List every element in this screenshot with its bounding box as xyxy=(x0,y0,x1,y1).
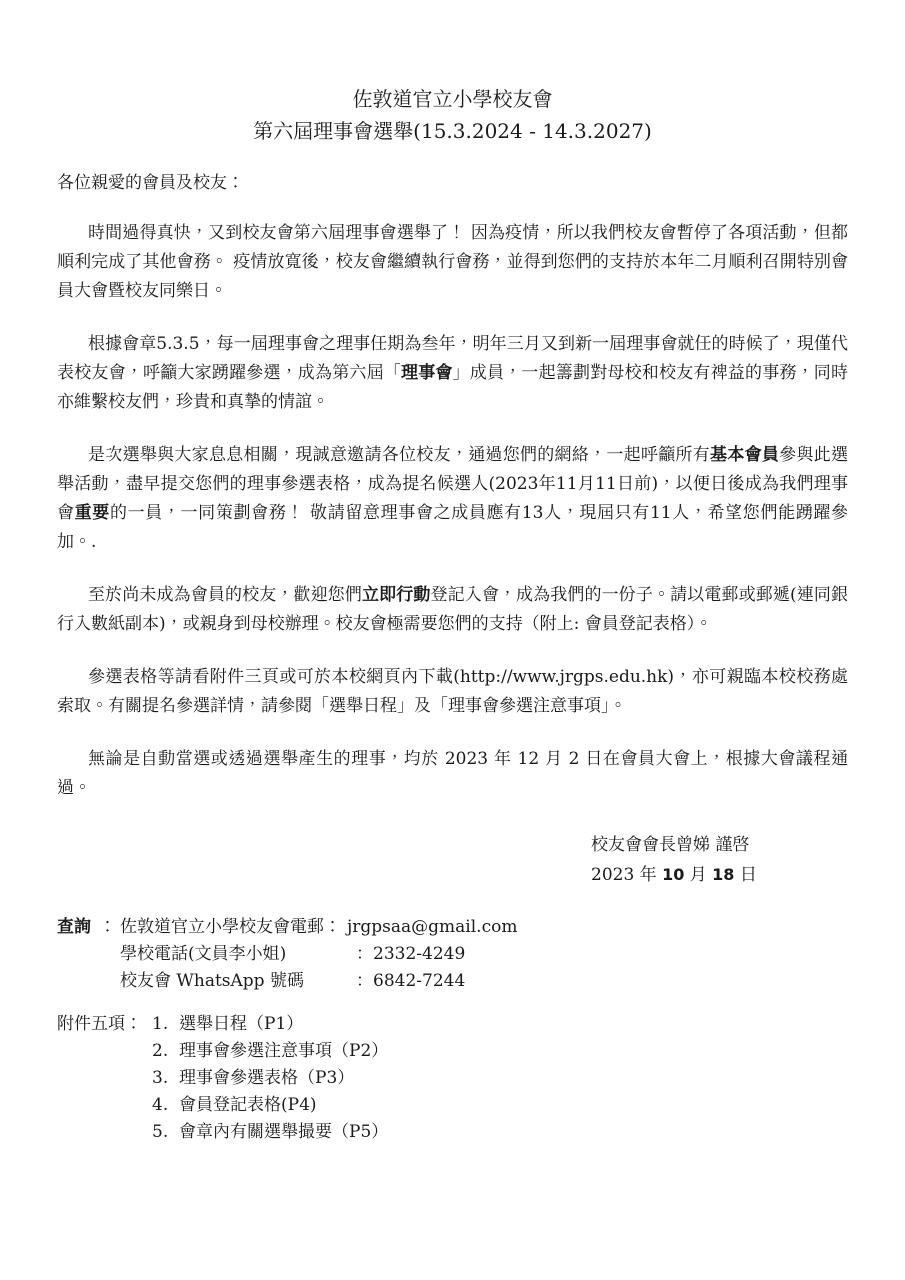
attachment-text: 選舉日程（P1） xyxy=(179,1014,304,1034)
signature-name-line: 校友會會長曾娣 謹啓 xyxy=(591,835,750,855)
inquiry-key-colon: ： xyxy=(99,917,116,937)
attachment-item-schedule xyxy=(152,1011,388,1038)
attachment-number: 2. xyxy=(152,1041,169,1061)
inquiry-email-value: jrgpsaa@gmail.com xyxy=(347,917,518,937)
signature-block xyxy=(591,831,848,890)
paragraph-agm-approval: 無論是自動當選或透過選舉產生的理事，均於 2023 年 12 月 2 日在會員大會上，根據大會議程通過。 xyxy=(57,749,848,798)
signature-date-line: 2023 年 10 月 18 日 xyxy=(591,865,757,885)
attachment-item-candidacy-form xyxy=(152,1065,388,1092)
attachments-list xyxy=(152,1011,388,1146)
paragraph-nomination-call: 是次選舉與大家息息相關，現誠意邀請各位校友，通過您們的網絡，一起呼籲所有基本會員參與此選舉活動，盡早提交您們的理事參選表格，成為提名候選人(2023年11月11日前)，以便日後成為我們理事會重要的一員，一同策劃會務！ 敬請留意理事會之成員應有13人，現屆只有11人，希望您們能踴躍參加。. xyxy=(57,445,849,552)
attachments-heading: 附件五項： xyxy=(57,1014,142,1034)
inquiry-row-phone xyxy=(57,941,848,968)
attachment-number: 3. xyxy=(152,1068,169,1088)
attachment-number: 5. xyxy=(152,1122,169,1142)
attachment-item-notes xyxy=(152,1038,388,1065)
inquiry-key-cell xyxy=(57,914,120,941)
attachment-text: 理事會參選注意事項（P2） xyxy=(179,1041,389,1061)
attachment-text: 會員登記表格(P4) xyxy=(179,1095,317,1115)
attachment-number: 1. xyxy=(152,1014,169,1034)
attachment-text: 會章內有關選舉撮要（P5） xyxy=(179,1122,389,1142)
document-subtitle: 第六屆理事會選舉(15.3.2024 - 14.3.2027) xyxy=(253,119,652,143)
inquiry-key-label: 查詢 xyxy=(57,917,91,937)
attachment-item-constitution-extract xyxy=(152,1119,388,1146)
inquiry-row-whatsapp xyxy=(57,968,848,995)
inquiry-email-label: 佐敦道官立小學校友會電郵： xyxy=(120,917,341,937)
attachments-section xyxy=(57,1011,848,1146)
inquiry-row-email xyxy=(57,914,848,941)
paragraph-term-rules: 根據會章5.3.5，每一屆理事會之理事任期為叁年，明年三月又到新一屆理事會就任的時候了，現僅代表校友會，呼籲大家踴躍參選，成為第六屆「理事會」成員，一起籌劃對母校和校友有禆益的事務，同時亦維繫校友們，珍貴和真摯的情誼。 xyxy=(57,334,849,412)
inquiry-phone-value: ：2332-4249 xyxy=(356,944,466,964)
document-title: 佐敦道官立小學校友會 xyxy=(352,87,553,111)
attachment-text: 理事會參選表格（P3） xyxy=(179,1068,355,1088)
attachment-number: 4. xyxy=(152,1095,169,1115)
inquiry-whatsapp-label: 校友會 WhatsApp 號碼 xyxy=(120,971,304,991)
paragraph-intro: 時間過得真快，又到校友會第六屆理事會選舉了！ 因為疫情，所以我們校友會暫停了各項活動，但都順利完成了其他會務。 疫情放寬後，校友會繼續執行會務，並得到您們的支持於本年二月順利召開特別會員大會暨校友同樂日。 xyxy=(57,223,848,301)
inquiry-phone-label: 學校電話(文員李小姐) xyxy=(120,944,287,964)
attachment-item-registration-form xyxy=(152,1092,388,1119)
inquiry-section xyxy=(57,914,848,995)
paragraph-join-membership: 至於尚未成為會員的校友，歡迎您們立即行動登記入會，成為我們的一份子。請以電郵或郵遞(連同銀行入數紙副本)，或親身到母校辦理。校友會極需要您們的支持（附上: 會員登記表格）。 xyxy=(57,585,849,634)
salutation: 各位親愛的會員及校友： xyxy=(57,173,244,193)
inquiry-whatsapp-value: ：6842-7244 xyxy=(356,971,466,991)
paragraph-forms-download: 參選表格等請看附件三頁或可於本校網頁內下載(http://www.jrgps.edu.hk)，亦可親臨本校校務處索取。有關提名參選詳情，請參閱「選舉日程」及「理事會參選注意事項」。 xyxy=(57,667,848,716)
